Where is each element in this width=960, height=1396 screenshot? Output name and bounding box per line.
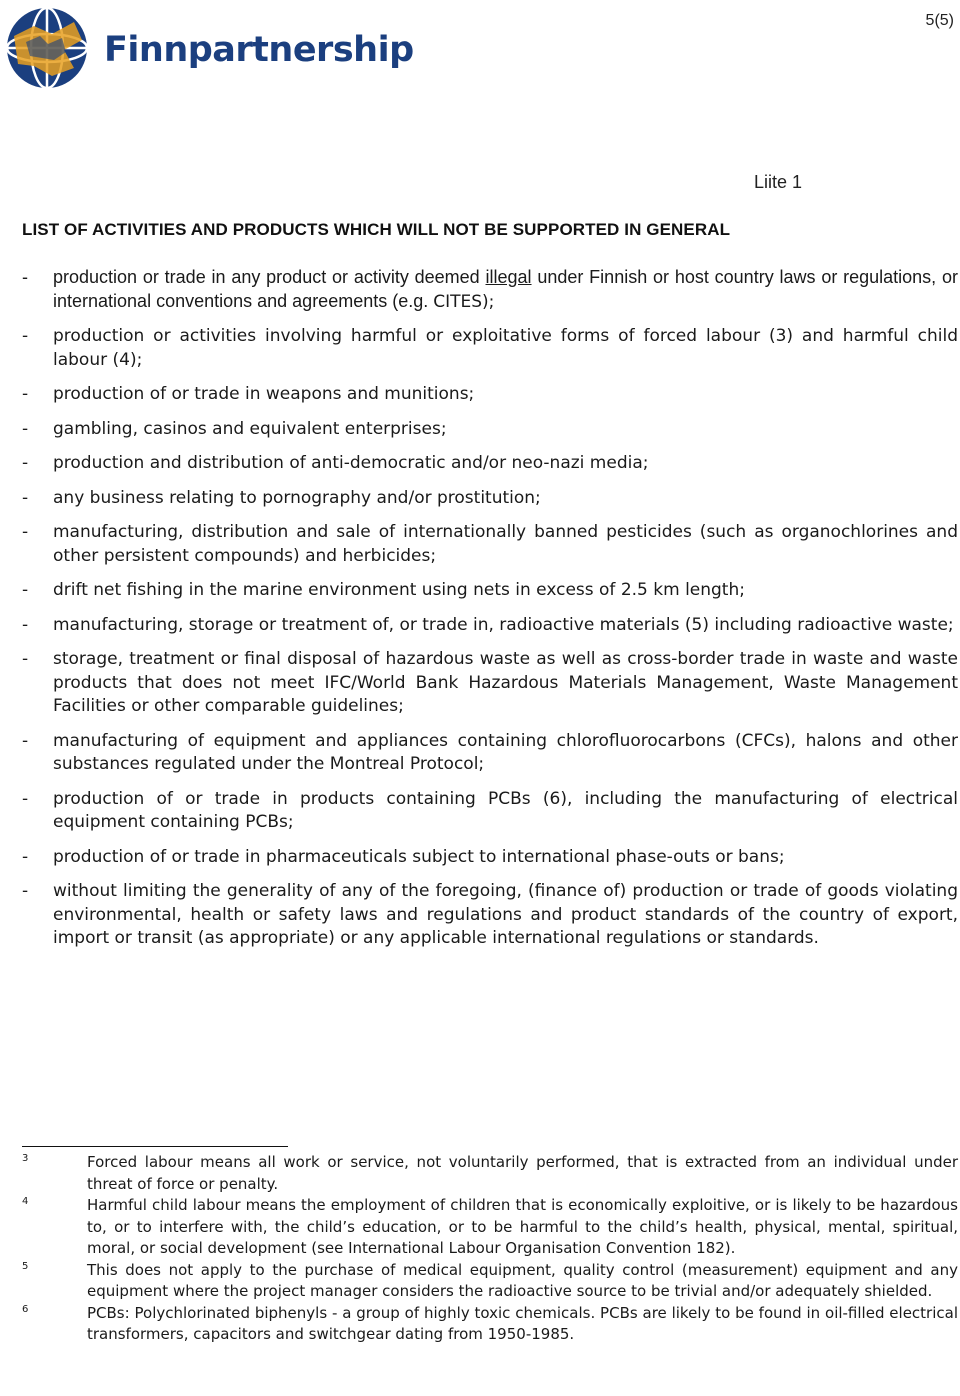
list-item — [22, 614, 958, 638]
page-number: 5(5) — [925, 12, 954, 29]
list-dash: - — [22, 580, 29, 600]
annex-label: Liite 1 — [753, 172, 802, 192]
list-item — [22, 325, 958, 372]
list-item-text: manufacturing of equipment and appliances containing chlorofluorocarbons (CFCs), halons and other substances regulated under the Montreal Protocol; — [53, 730, 958, 774]
item-text-part: CITES); — [433, 291, 495, 312]
list-item-text: manufacturing, distribution and sale of internationally banned pesticides (such as organochlorines and other persistent compounds) and herbicides; — [53, 522, 958, 566]
list-item — [22, 648, 958, 719]
list-item-text: production or activities involving harmful or exploitative forms of forced labour (3) and harmful child labour (4); — [53, 326, 958, 370]
brand-logo — [4, 6, 414, 90]
footnote-text: PCBs: Polychlorinated biphenyls - a group of highly toxic chemicals. PCBs are likely to be found in oil-filled electrical transformers, capacitors and switchgear dating from 1950-1985. — [87, 1303, 958, 1343]
list-item — [22, 521, 958, 568]
list-dash: - — [22, 267, 28, 287]
footnote-divider — [22, 1146, 288, 1147]
list-dash: - — [22, 846, 29, 867]
list-item-text — [53, 266, 958, 314]
list-item — [22, 418, 958, 442]
item-text-part: under Finnish or host country laws or regulations, or international conventions and agreements (e.g. — [53, 267, 959, 311]
footnotes — [22, 1152, 958, 1346]
list-item — [22, 452, 958, 476]
footnote-number: 3 — [22, 1153, 29, 1164]
list-item-text: without limiting the generality of any of the foregoing, (finance of) production or trade of goods violating environmental, health or safety laws and regulations and product standards of the country of export, import or transit (as appropriate) or any applicable international regulations or standards. — [53, 881, 958, 948]
list-dash: - — [22, 522, 29, 542]
list-item — [22, 266, 958, 314]
list-item — [22, 487, 958, 511]
list-dash: - — [22, 453, 29, 473]
list-dash: - — [22, 384, 29, 404]
footnote-text: Harmful child labour means the employment of children that is economically exploitive, or is likely to be hazardous to, or to interfere with, the child’s education, or to be harmful to the child’s health, physical, mental, spiritual, moral, or social development (see International Labour Organisation Convention 182). — [87, 1196, 958, 1257]
list-item — [22, 579, 958, 603]
footnote — [22, 1260, 958, 1303]
list-item — [22, 880, 958, 951]
footnote-text: This does not apply to the purchase of medical equipment, quality control (measurement) equipment and any equipment where the project manager considers the radioactive source to be trivial and/or adequately shielded. — [87, 1260, 958, 1300]
list-dash: - — [22, 881, 29, 901]
list-item — [22, 846, 958, 870]
globe-logo-icon — [4, 6, 90, 90]
list-item — [22, 730, 958, 777]
list-item-text: gambling, casinos and equivalent enterprises; — [53, 418, 447, 439]
page-title: LIST OF ACTIVITIES AND PRODUCTS WHICH WILL NOT BE SUPPORTED IN GENERAL — [22, 220, 731, 239]
list-item-text: manufacturing, storage or treatment of, or trade in, radioactive materials (5) including radioactive waste; — [53, 614, 954, 635]
list-item-text: drift net fishing in the marine environment using nets in excess of 2.5 km length; — [53, 580, 745, 600]
list-dash: - — [22, 487, 29, 508]
footnote — [22, 1195, 958, 1260]
list-item — [22, 383, 958, 407]
list-dash: - — [22, 649, 29, 669]
exclusion-list — [22, 266, 958, 951]
list-item-text: production and distribution of anti-democratic and/or neo-nazi media; — [53, 453, 649, 473]
list-dash: - — [22, 418, 29, 439]
brand-name: Finnpartnership — [104, 30, 414, 70]
footnote — [22, 1152, 958, 1195]
list-dash: - — [22, 730, 29, 751]
list-item-text: any business relating to pornography and/or prostitution; — [53, 487, 541, 508]
list-item-text: production of or trade in products containing PCBs (6), including the manufacturing of electrical equipment containing PCBs; — [53, 788, 958, 832]
footnote-number: 6 — [22, 1303, 29, 1315]
footnote — [22, 1303, 958, 1346]
underlined-word: illegal — [485, 267, 532, 287]
list-item-text: storage, treatment or final disposal of hazardous waste as well as cross-border trade in waste and waste products that does not meet IFC/World Bank Hazardous Materials Management, Waste Management Facilities or other comparable guidelines; — [53, 649, 958, 716]
footnote-text: Forced labour means all work or service, not voluntarily performed, that is extracted from an individual under threat of force or penalty. — [87, 1153, 958, 1193]
list-item-text: production of or trade in weapons and munitions; — [53, 384, 475, 404]
list-dash: - — [22, 788, 29, 809]
list-dash: - — [22, 614, 29, 635]
list-dash: - — [22, 326, 29, 346]
list-item — [22, 788, 958, 835]
footnote-number: 4 — [22, 1196, 29, 1207]
list-item-text: production of or trade in pharmaceuticals subject to international phase-outs or bans; — [53, 846, 785, 867]
item-text-part: production or trade in any product or activity deemed — [53, 267, 486, 287]
footnote-number: 5 — [22, 1260, 29, 1272]
